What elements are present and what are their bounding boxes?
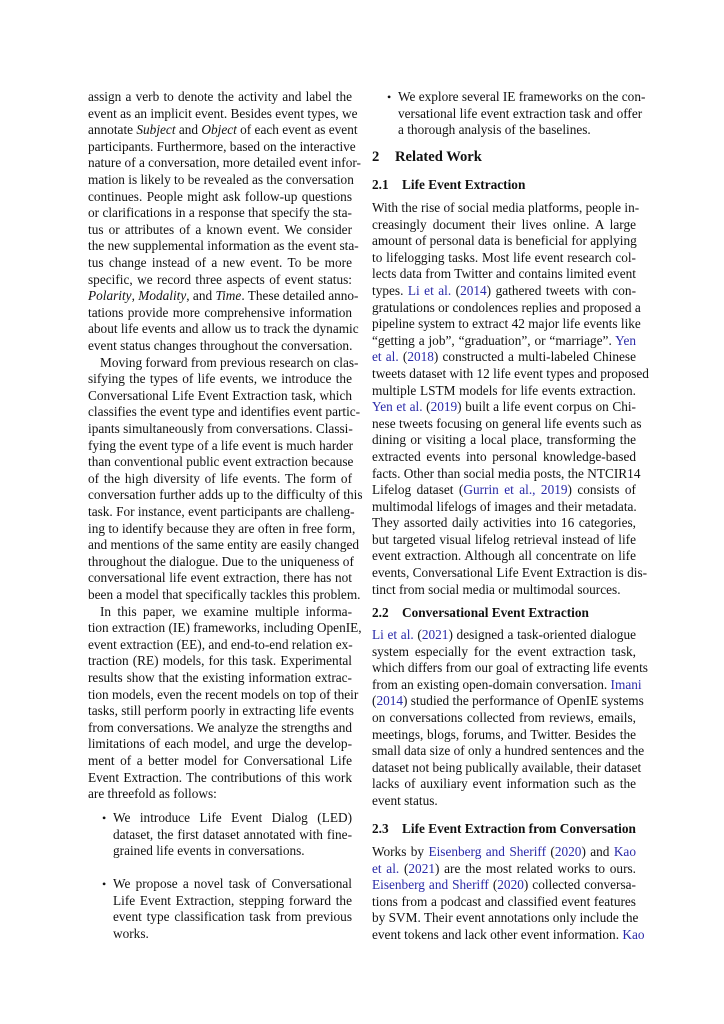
text-line bbox=[372, 233, 636, 250]
text-line bbox=[88, 753, 352, 770]
text-line bbox=[88, 503, 355, 521]
text-segment: ) and bbox=[581, 844, 614, 859]
text-line bbox=[372, 877, 636, 894]
text-segment: ) built a life event corpus on Chi- bbox=[457, 399, 636, 415]
subsection-title: Life Event Extraction from Conversation bbox=[402, 821, 636, 836]
text-line bbox=[372, 660, 648, 677]
text-line bbox=[113, 926, 352, 943]
text-line bbox=[372, 743, 645, 760]
text-segment: Moving forward from previous research on clas- bbox=[100, 354, 359, 370]
text-segment: ( bbox=[422, 399, 431, 415]
text-segment: ipants simultaneously from conversations. Classi- bbox=[88, 420, 353, 436]
text-segment: extracted events into personal knowledge-based bbox=[372, 448, 636, 464]
text-line bbox=[88, 172, 352, 189]
text-line bbox=[372, 727, 636, 744]
text-segment: facts. Other than social media posts, the NTCIR14 bbox=[372, 465, 641, 481]
text-segment: throughout the dialogue. Due to the uniqueness of bbox=[88, 553, 354, 569]
text-segment: traction (RE) models, for this task. Experimental bbox=[88, 653, 352, 669]
bullet-icon: • bbox=[387, 90, 392, 104]
text-line bbox=[88, 670, 352, 687]
text-segment: assign a verb to denote the activity and label the bbox=[88, 89, 352, 104]
text-segment: conversation further adds up to the difficulty of this bbox=[88, 487, 363, 503]
text-segment: than conventional public event extraction because bbox=[88, 454, 354, 470]
text-line bbox=[88, 354, 359, 372]
text-line bbox=[88, 371, 352, 388]
text-line bbox=[372, 548, 636, 565]
text-segment: tion models, even the recent models on top of their bbox=[88, 686, 359, 702]
text-segment: ment of a better model for Conversational Life bbox=[88, 752, 352, 768]
text-segment: event extraction. Although all concentrate on life bbox=[372, 548, 636, 564]
text-line bbox=[88, 454, 352, 471]
text-segment: of each event as event bbox=[236, 122, 358, 138]
text-segment: ( bbox=[546, 844, 555, 859]
text-line bbox=[398, 105, 643, 123]
text-segment: dataset, the first dataset annotated with fine- bbox=[113, 826, 352, 842]
text-segment: mation is likely to be revealed as the conversation bbox=[88, 171, 354, 187]
text-segment: tus or attributes of a known event. We consider bbox=[88, 221, 352, 237]
text-segment: which differs from our goal of extracting life events bbox=[372, 660, 648, 676]
text-line bbox=[88, 404, 361, 421]
text-segment: been a model that specifically tackles this problem. bbox=[88, 586, 361, 602]
text-segment: amount of personal data is beneficial for applying bbox=[372, 233, 637, 249]
italic-term: Modality bbox=[138, 288, 187, 304]
text-line bbox=[372, 250, 636, 267]
text-line bbox=[88, 620, 362, 637]
text-line bbox=[88, 89, 352, 106]
text-segment: ) consists of bbox=[567, 482, 636, 498]
citation-link[interactable]: 2021 bbox=[421, 627, 449, 642]
text-line bbox=[372, 316, 641, 333]
text-segment: fying the event type of a life event is much harder bbox=[88, 437, 354, 453]
text-segment: Works by bbox=[372, 844, 429, 859]
text-line bbox=[88, 537, 360, 554]
text-segment: Lifelog dataset ( bbox=[372, 482, 464, 498]
text-segment: versational life event extraction task and offer bbox=[398, 105, 643, 121]
citation-link[interactable]: Eisenberg and Sheriff bbox=[372, 877, 489, 893]
citation-link[interactable]: 2021 bbox=[408, 860, 435, 876]
text-line bbox=[372, 844, 636, 861]
bullet-icon: • bbox=[102, 877, 107, 891]
text-line bbox=[372, 910, 639, 927]
text-line bbox=[372, 894, 636, 911]
text-segment: ) gathered tweets with con- bbox=[486, 282, 637, 298]
text-line bbox=[372, 333, 636, 350]
text-segment: ) studied the performance of OpenIE systems bbox=[403, 693, 644, 709]
contribution-bullet-new-task bbox=[102, 876, 377, 942]
text-segment: dataset not being publically available, their dataset bbox=[372, 759, 642, 775]
text-line bbox=[372, 399, 636, 416]
paragraph-conversational-event-extraction bbox=[372, 627, 648, 810]
text-line bbox=[88, 205, 352, 222]
text-segment: from conversations. We analyze the strengths and bbox=[88, 719, 352, 735]
text-line bbox=[88, 438, 352, 455]
citation-link[interactable]: 2014 bbox=[460, 282, 487, 298]
text-segment: In this paper, we examine multiple informa- bbox=[100, 603, 352, 619]
text-segment: of the high diversity of life events. The form of bbox=[88, 470, 352, 486]
text-segment: ( bbox=[399, 860, 409, 876]
citation-link[interactable]: 2014 bbox=[376, 693, 404, 709]
text-line bbox=[372, 283, 636, 300]
subsection-number: 2.2 bbox=[372, 605, 389, 620]
text-line bbox=[88, 487, 363, 504]
text-line bbox=[372, 465, 641, 483]
text-segment: continues. People might ask follow-up questions bbox=[88, 188, 352, 204]
text-line bbox=[88, 321, 359, 338]
text-line bbox=[88, 653, 352, 670]
text-segment: event as an implicit event. Besides event types, we bbox=[88, 105, 358, 121]
text-segment: ing to identify because they are often in free form, bbox=[88, 520, 356, 536]
text-line bbox=[372, 582, 636, 599]
text-segment: works. bbox=[113, 925, 149, 941]
text-line bbox=[372, 349, 636, 366]
text-line bbox=[113, 810, 352, 827]
text-line bbox=[113, 893, 352, 910]
bullet-text bbox=[113, 876, 352, 942]
text-line bbox=[88, 272, 352, 289]
text-segment: Life Event Extraction, stepping forward the bbox=[113, 892, 352, 908]
citation-link[interactable]: 2018 bbox=[407, 349, 434, 365]
text-line bbox=[372, 532, 636, 549]
text-segment: tations provide more comprehensive information bbox=[88, 304, 352, 320]
text-line bbox=[372, 776, 636, 793]
text-segment: ( bbox=[398, 349, 408, 365]
text-segment: ( bbox=[451, 282, 461, 298]
citation-link[interactable]: 2020 bbox=[497, 877, 524, 893]
text-segment: We introduce Life Event Dialog (LED) bbox=[113, 810, 352, 825]
text-segment: sifying the types of life events, we introduce the bbox=[88, 371, 352, 387]
italic-term: Object bbox=[201, 122, 237, 138]
text-line bbox=[398, 122, 637, 139]
text-segment: multiple LSTM models for life events extraction. bbox=[372, 382, 636, 398]
text-line bbox=[88, 637, 352, 654]
text-segment: are threefold as follows: bbox=[88, 786, 217, 802]
text-line bbox=[88, 222, 352, 239]
text-line bbox=[88, 471, 352, 488]
paragraph-task-introduction bbox=[88, 354, 363, 604]
text-segment: tions from a podcast and classified event features bbox=[372, 893, 636, 909]
subsection-number: 2.3 bbox=[372, 821, 389, 836]
text-segment: They assorted daily activities into 16 categories, bbox=[372, 515, 636, 531]
text-line bbox=[88, 255, 352, 272]
text-line bbox=[372, 676, 642, 694]
paragraph-event-annotation bbox=[88, 89, 361, 355]
text-segment: classifies the event type and identifies event partic- bbox=[88, 404, 361, 420]
citation-link[interactable]: Yen bbox=[615, 332, 636, 348]
text-segment: With the rise of social media platforms, people in- bbox=[372, 200, 640, 215]
text-line bbox=[113, 909, 352, 926]
text-line bbox=[372, 383, 636, 400]
paragraph-life-event-extraction bbox=[372, 200, 649, 598]
paragraph-life-event-extraction-from-conversation bbox=[372, 844, 645, 944]
italic-term: Time bbox=[215, 288, 242, 304]
text-line bbox=[372, 482, 636, 499]
subsection-title: Conversational Event Extraction bbox=[402, 605, 589, 620]
text-segment: tweets dataset with 12 life event types and proposed bbox=[372, 365, 649, 381]
text-line bbox=[88, 786, 352, 803]
text-line bbox=[372, 365, 649, 383]
text-line bbox=[88, 686, 359, 704]
text-line bbox=[372, 627, 636, 644]
text-segment: annotate bbox=[88, 122, 137, 138]
text-line bbox=[372, 499, 636, 516]
text-segment: the new supplemental information as the event sta- bbox=[88, 238, 359, 254]
bullet-icon: • bbox=[102, 811, 107, 825]
text-segment: , and bbox=[186, 288, 216, 304]
text-line bbox=[372, 793, 636, 810]
text-line bbox=[398, 89, 646, 106]
text-line bbox=[88, 305, 352, 322]
subsection-heading-life-event-extraction-from-conversation bbox=[372, 821, 636, 837]
text-segment: ( bbox=[413, 627, 422, 642]
text-segment: ) are the most related works to ours. bbox=[434, 860, 636, 876]
subsection-title: Life Event Extraction bbox=[402, 177, 526, 192]
text-segment: nature of a conversation, more detailed event infor- bbox=[88, 155, 361, 171]
text-line bbox=[372, 266, 636, 283]
italic-term: Polarity bbox=[88, 288, 132, 304]
text-segment: tion extraction (IE) frameworks, including OpenIE, bbox=[88, 620, 362, 636]
section-number: 2 bbox=[372, 149, 380, 165]
text-line bbox=[88, 189, 352, 206]
text-segment: or clarifications in a response that specify the sta- bbox=[88, 205, 352, 221]
citation-link[interactable]: Kao bbox=[622, 926, 645, 942]
citation-link[interactable]: Li et al. bbox=[372, 627, 414, 642]
text-segment: grained life events in conversations. bbox=[113, 843, 305, 859]
text-segment: multimodal lifelogs of images and their metadata. bbox=[372, 498, 637, 514]
citation-link[interactable]: Kao bbox=[613, 844, 636, 859]
text-segment: Event Extraction. The contributions of this work bbox=[88, 769, 352, 785]
text-line bbox=[88, 288, 359, 305]
text-line bbox=[88, 604, 352, 621]
text-segment: We explore several IE frameworks on the con- bbox=[398, 89, 646, 104]
citation-link[interactable]: et al. bbox=[372, 860, 400, 876]
text-segment: tasks, still perform poorly in extracting life events bbox=[88, 703, 354, 719]
text-line bbox=[88, 421, 352, 438]
text-segment: lacks of auxiliary event information such as the bbox=[372, 776, 636, 792]
text-segment: pipeline system to extract 42 major life events like bbox=[372, 316, 641, 332]
contribution-bullet-ie-frameworks bbox=[387, 89, 662, 139]
text-segment: a thorough analysis of the baselines. bbox=[398, 122, 591, 138]
text-line bbox=[372, 861, 636, 878]
text-segment: Conversational Life Event Extraction task, which bbox=[88, 387, 352, 403]
text-line bbox=[372, 415, 642, 433]
text-segment: nese tweets focusing on general life events such as bbox=[372, 415, 642, 431]
text-segment: gratulations or condolences replies and proposed a bbox=[372, 299, 641, 315]
text-line bbox=[372, 200, 640, 217]
subsection-number: 2.1 bbox=[372, 177, 389, 192]
text-line bbox=[88, 122, 358, 139]
text-line bbox=[88, 720, 352, 737]
text-line bbox=[88, 703, 352, 720]
citation-link[interactable]: Imani bbox=[610, 676, 642, 692]
citation-link[interactable]: Li et al. bbox=[407, 282, 452, 298]
text-line bbox=[88, 388, 352, 405]
text-line bbox=[372, 644, 636, 661]
text-segment: lects data from Twitter and contains limited event bbox=[372, 266, 636, 282]
text-segment: conversational life event extraction, there has not bbox=[88, 570, 352, 586]
citation-link[interactable]: Gurrin et al., 2019 bbox=[463, 482, 568, 498]
citation-link[interactable]: Yen et al. bbox=[372, 399, 423, 415]
text-segment: from an existing open-domain conversation. bbox=[372, 676, 611, 692]
text-line bbox=[88, 554, 352, 571]
text-segment: types. bbox=[372, 282, 408, 298]
text-segment: small data size of only a hundred sentences and the bbox=[372, 743, 645, 759]
citation-link[interactable]: et al. bbox=[372, 349, 399, 365]
text-line bbox=[372, 449, 636, 466]
text-segment: system especially for the event extraction task, bbox=[372, 643, 636, 659]
text-line bbox=[113, 876, 352, 893]
contribution-bullet-led-dataset bbox=[102, 810, 377, 860]
text-line bbox=[88, 770, 352, 787]
subsection-heading-conversational-event-extraction bbox=[372, 605, 589, 621]
text-segment: event status. bbox=[372, 792, 438, 808]
text-line bbox=[88, 736, 352, 753]
text-segment: tus change instead of a new event. To be more bbox=[88, 254, 352, 270]
text-segment: tinct from social media or multimodal sources. bbox=[372, 581, 621, 597]
text-line bbox=[88, 105, 358, 123]
text-segment: We propose a novel task of Conversational bbox=[113, 876, 352, 891]
text-line bbox=[113, 827, 352, 844]
text-segment: ( bbox=[488, 877, 498, 893]
text-segment: to lifelogging tasks. Most life event research col- bbox=[372, 249, 636, 265]
section-heading-related-work bbox=[372, 149, 482, 166]
text-segment: limitations of each model, and urge the develop- bbox=[88, 736, 352, 752]
text-line bbox=[88, 155, 361, 172]
text-line bbox=[372, 515, 636, 532]
text-line bbox=[372, 299, 641, 317]
text-segment: ) collected conversa- bbox=[523, 877, 636, 893]
citation-link[interactable]: Eisenberg and Sheriff bbox=[428, 844, 547, 859]
text-line bbox=[88, 586, 361, 604]
text-segment: but targeted visual lifelog retrieval instead of life bbox=[372, 531, 636, 547]
bullet-text bbox=[398, 89, 646, 139]
text-line bbox=[372, 217, 636, 234]
text-segment: results show that the existing information extrac- bbox=[88, 669, 352, 685]
text-segment: specific, we record three aspects of event status: bbox=[88, 271, 352, 287]
text-line bbox=[372, 432, 636, 449]
citation-link[interactable]: 2019 bbox=[430, 399, 458, 415]
paragraph-contributions-intro bbox=[88, 603, 362, 803]
text-segment: events, Conversational Life Event Extraction is dis- bbox=[372, 565, 648, 581]
text-line bbox=[88, 338, 352, 355]
text-segment: participants. Furthermore, based on the interactive bbox=[88, 138, 356, 154]
section-title: Related Work bbox=[395, 149, 482, 165]
text-line bbox=[113, 843, 352, 860]
text-segment: about life events and allow us to track the dynamic bbox=[88, 321, 359, 337]
text-segment: event extraction (EE), and end-to-end relation ex- bbox=[88, 636, 353, 652]
text-segment: and mentions of the same entity are easily changed bbox=[88, 537, 360, 553]
text-segment: dining or visiting a local place, transforming the bbox=[372, 432, 636, 448]
text-line bbox=[88, 520, 356, 538]
text-line bbox=[88, 238, 359, 255]
text-segment: on conversations collected from reviews, emails, bbox=[372, 709, 636, 725]
text-segment: ( bbox=[372, 693, 377, 709]
text-line bbox=[88, 570, 352, 587]
text-line bbox=[372, 693, 644, 710]
text-segment: event type classification task from previous bbox=[113, 909, 352, 925]
text-segment: , bbox=[131, 288, 139, 304]
text-segment: ) designed a task-oriented dialogue bbox=[448, 627, 636, 642]
citation-link[interactable]: 2020 bbox=[554, 844, 582, 859]
text-line bbox=[372, 710, 636, 727]
text-segment: by SVM. Their event annotations only include the bbox=[372, 910, 639, 926]
text-segment: . These detailed anno- bbox=[241, 288, 359, 304]
text-segment: task. For instance, event participants are challeng- bbox=[88, 503, 355, 519]
text-segment: and bbox=[175, 122, 202, 138]
text-line bbox=[372, 926, 645, 944]
text-segment: event tokens and lack other event information. bbox=[372, 926, 623, 942]
text-segment: creasingly document their lives online. A large bbox=[372, 216, 636, 232]
italic-term: Subject bbox=[136, 122, 176, 138]
text-line bbox=[372, 565, 648, 582]
text-segment: meetings, blogs, forums, and Twitter. Besides the bbox=[372, 726, 636, 742]
subsection-heading-life-event-extraction bbox=[372, 177, 525, 193]
text-segment: event status changes throughout the conversation. bbox=[88, 337, 353, 353]
text-segment: “getting a job”, “graduation”, or “marriage”. bbox=[372, 332, 616, 348]
text-segment: ) constructed a multi-labeled Chinese bbox=[433, 349, 636, 365]
bullet-text bbox=[113, 810, 352, 860]
text-line bbox=[88, 138, 356, 156]
text-line bbox=[372, 759, 642, 777]
